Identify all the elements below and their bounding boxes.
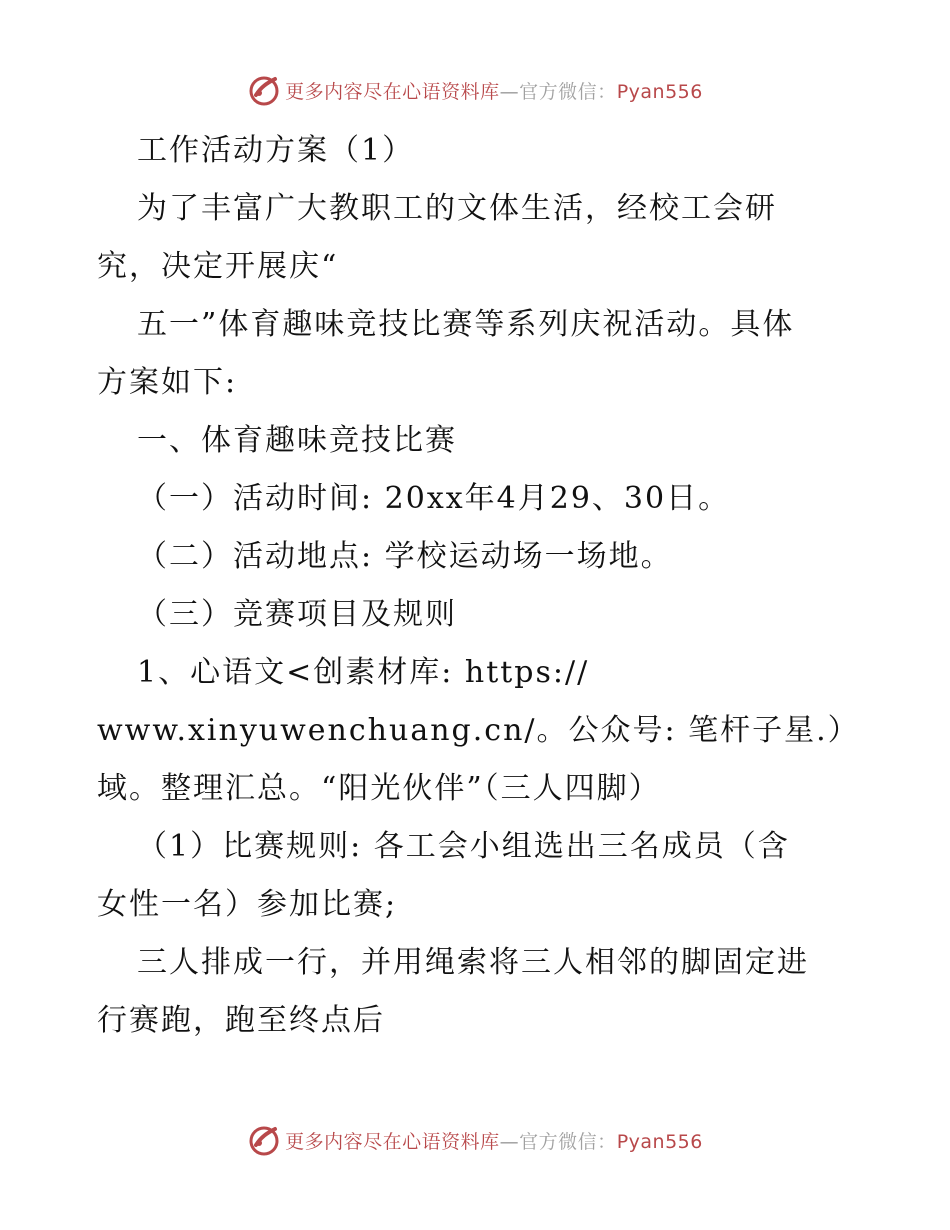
paragraph-line: 1、心语文<创素材库: https://	[137, 655, 590, 690]
document-body	[97, 122, 867, 1050]
footer-banner	[0, 1120, 950, 1160]
banner-wechat-id: Pyan556	[616, 80, 703, 103]
paragraph-line: 行赛跑，跑至终点后	[97, 1003, 385, 1038]
paragraph-line: 五一”体育趣味竞技比赛等系列庆祝活动。具体	[137, 307, 795, 342]
paragraph-line: （三）竞赛项目及规则	[137, 597, 457, 632]
paragraph-line: 女性一名）参加比赛;	[97, 887, 398, 922]
banner-label: 官方微信：	[519, 1130, 617, 1153]
doc-title: 工作活动方案（1）	[137, 133, 415, 168]
banner-dash: —	[499, 80, 520, 103]
banner-dash: —	[499, 1130, 520, 1153]
paragraph-line: 为了丰富广大教职工的文体生活，经校工会研	[137, 191, 777, 226]
banner-main-text: 更多内容尽在心语资料库	[285, 80, 500, 103]
banner-wechat-id: Pyan556	[616, 1130, 703, 1153]
paragraph-line: 究，决定开展庆“	[97, 249, 339, 284]
ink-brush-logo-icon	[247, 73, 281, 107]
paragraph-line: 三人排成一行，并用绳索将三人相邻的脚固定进	[137, 945, 809, 980]
section-heading: 一、体育趣味竞技比赛	[137, 423, 457, 458]
footer-banner-text	[285, 1127, 703, 1154]
paragraph-line: 域。整理汇总。“阳光伙伴”（三人四脚）	[97, 771, 661, 806]
paragraph-line: （1）比赛规则: 各工会小组选出三名成员（含	[137, 829, 790, 864]
paragraph-line: （二）活动地点: 学校运动场一场地。	[137, 539, 673, 574]
banner-main-text: 更多内容尽在心语资料库	[285, 1130, 500, 1153]
paragraph-line: www.xinyuwenchuang.cn/。公众号: 笔杆子星.）	[97, 713, 860, 748]
paragraph-line: 方案如下:	[97, 365, 238, 400]
ink-brush-logo-icon	[247, 1123, 281, 1157]
banner-label: 官方微信：	[519, 80, 617, 103]
header-banner	[0, 70, 950, 110]
header-banner-text	[285, 77, 703, 104]
paragraph-line: （一）活动时间: 20xx年4月29、30日。	[137, 481, 731, 516]
